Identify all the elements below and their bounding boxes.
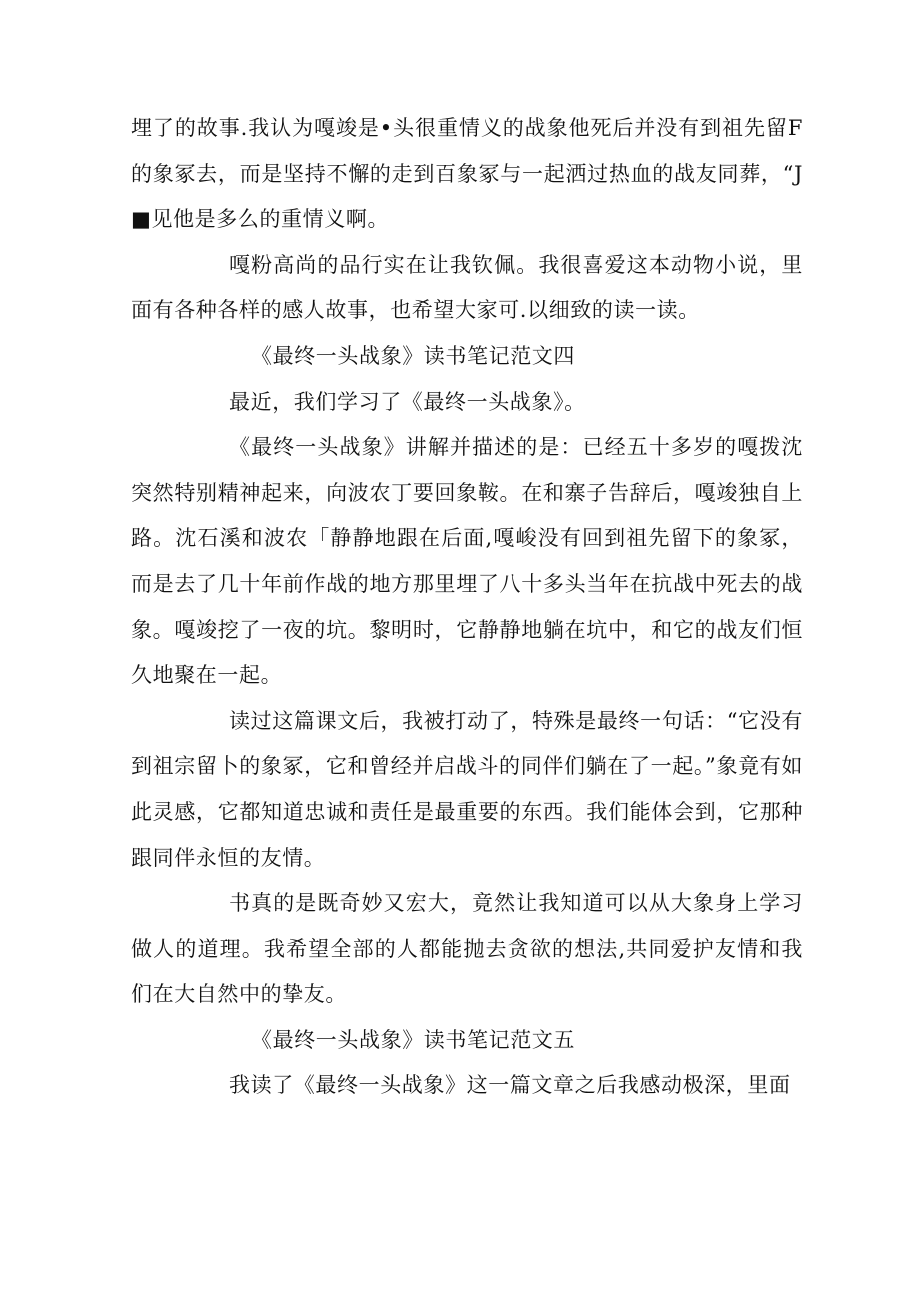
paragraph-5: 读过这篇课文后，我被打动了，特殊是最终一句话：“它没有到祖宗留卜的象冢，它和曾经并启战斗的同伴们躺在了一起。”象竟有如此灵感，它都知道忠诚和责任是最重要的东西。我们能体会到，它那种跟同伴永恒的友情。: [131, 708, 803, 870]
section-heading-5: [131, 1018, 803, 1064]
paragraph-1: 埋了的故事.我认为嘎竣是•头很重情义的战象他死后并没有到祖先留F的象冢去，而是坚持不懈的走到百象冢与一起洒过热血的战友同葬，“J■见他是多么的重情义啊。: [131, 116, 803, 232]
paragraph-2: 嘎粉高尚的品行实在让我钦佩。我很喜爱这本动物小说，里面有各种各样的感人故事，也希望大家可.以细致的读一读。: [131, 252, 803, 323]
document-body: [131, 106, 803, 1109]
paragraph-4: 《最终一头战象》讲解并描述的是：已经五十多岁的嘎拨沈突然特别精神起来，向波农丁要回象鞍。在和寨子告辞后，嘎竣独自上路。沈石溪和波农「静静地跟在后面,嘎峻没有回到祖先留下的象冢，而是去了几十年前作战的地方那里埋了八十多头当年在抗战中死去的战象。嘎竣挖了一夜的坑。黎明时，它静静地躺在坑中，和它的战友们恒久地聚在一起。: [131, 435, 803, 688]
paragraph-3: 最近，我们学习了《最终一头战象》。: [229, 389, 586, 414]
section-heading-5-text: 《最终一头战象》读书笔记范文五: [251, 1027, 575, 1052]
paragraph-6: 书真的是既奇妙又宏大，竟然让我知道可以从大象身上学习做人的道理。我希望全部的人都能抛去贪欲的想法,共同爱护友情和我们在大自然中的挚友。: [131, 891, 803, 1007]
paragraph-7: 我读了《最终一头战象》这一篇文章之后我感动极深，里面: [229, 1073, 791, 1098]
section-heading-4-text: 《最终一头战象》读书笔记范文四: [251, 343, 575, 368]
section-heading-4: [131, 334, 803, 380]
